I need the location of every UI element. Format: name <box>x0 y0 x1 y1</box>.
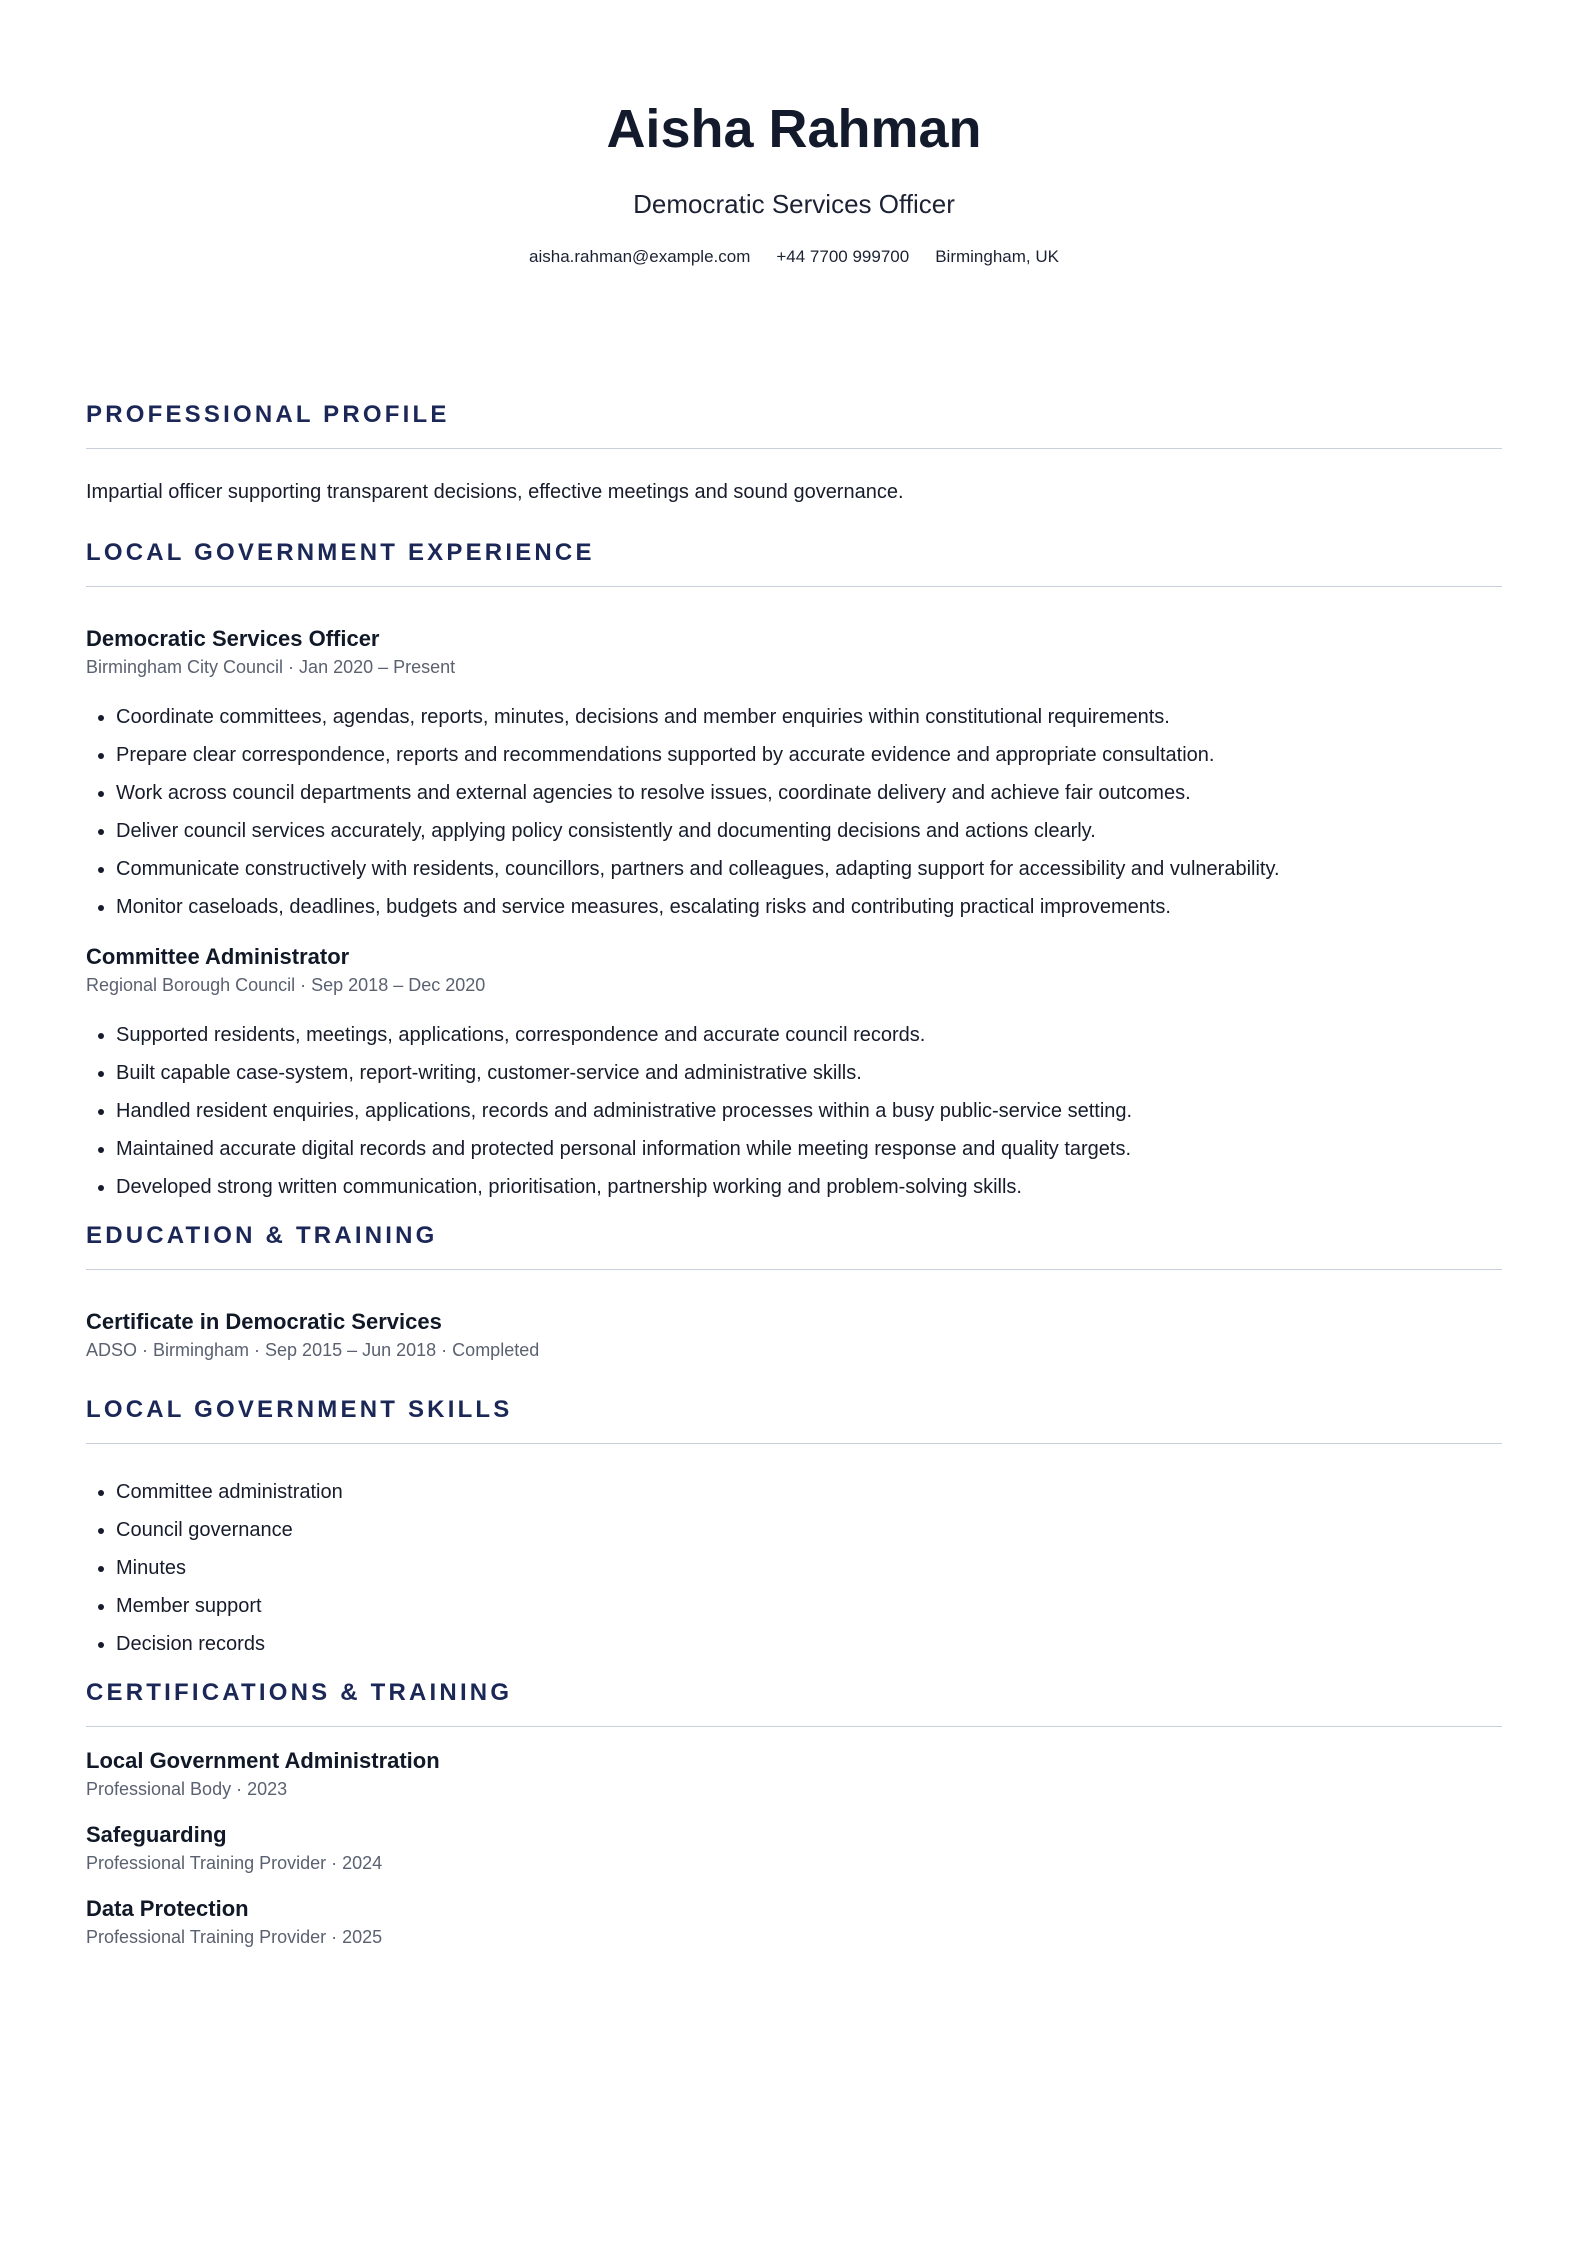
education-meta: ADSO · Birmingham · Sep 2015 – Jun 2018 · Completed <box>86 1340 540 1360</box>
list-item: • Monitor caseloads, deadlines, budgets and service measures, escalating risks and contributing practical improvements. <box>116 894 1502 920</box>
section-profile <box>86 400 1502 505</box>
profile-summary: Impartial officer supporting transparent decisions, effective meetings and sound governance. <box>86 481 904 503</box>
skills-list <box>86 1479 1502 1657</box>
job-meta: Regional Borough Council · Sep 2018 – Dec 2020 <box>86 975 486 995</box>
list-item: • Coordinate committees, agendas, reports, minutes, decisions and member enquiries within constitutional requirements. <box>116 704 1502 730</box>
section-title-certifications: CERTIFICATIONS & TRAINING <box>86 1678 1502 1727</box>
certification-title: Local Government Administration <box>86 1748 440 1773</box>
job-bullets <box>86 1022 1502 1200</box>
contact-email: aisha.rahman@example.com <box>529 247 751 266</box>
candidate-name: Aisha Rahman <box>606 99 982 159</box>
candidate-headline: Democratic Services Officer <box>633 189 955 219</box>
education-entry <box>86 1308 1502 1362</box>
section-title-profile: PROFESSIONAL PROFILE <box>86 400 1502 449</box>
education-title: Certificate in Democratic Services <box>86 1309 442 1334</box>
section-certifications <box>86 1678 1502 1949</box>
resume-header <box>86 0 1502 268</box>
certification-entry <box>86 1895 1502 1949</box>
list-item: • Prepare clear correspondence, reports and recommendations supported by accurate evidence and appropriate consultation. <box>116 742 1502 768</box>
list-item: • Built capable case-system, report-writing, customer-service and administrative skills. <box>116 1060 1502 1086</box>
list-item: • Deliver council services accurately, applying policy consistently and documenting decisions and actions clearly. <box>116 818 1502 844</box>
contact-location: Birmingham, UK <box>935 247 1059 266</box>
certification-entry <box>86 1821 1502 1875</box>
certification-title: Data Protection <box>86 1896 249 1921</box>
certification-entry <box>86 1747 1502 1801</box>
list-item: • Communicate constructively with residents, councillors, partners and colleagues, adapting support for accessibility and vulnerability. <box>116 856 1502 882</box>
list-item: • Council governance <box>116 1517 1502 1543</box>
job-entry <box>86 625 1502 920</box>
certification-meta: Professional Training Provider · 2024 <box>86 1853 383 1873</box>
job-title: Committee Administrator <box>86 944 350 969</box>
list-item: • Maintained accurate digital records and protected personal information while meeting response and quality targets. <box>116 1136 1502 1162</box>
list-item: • Developed strong written communication, prioritisation, partnership working and problem-solving skills. <box>116 1174 1502 1200</box>
section-title-experience: LOCAL GOVERNMENT EXPERIENCE <box>86 538 1502 587</box>
certification-title: Safeguarding <box>86 1822 227 1847</box>
section-experience <box>86 538 1502 1200</box>
list-item: • Committee administration <box>116 1479 1502 1505</box>
job-meta: Birmingham City Council · Jan 2020 – Present <box>86 657 456 677</box>
list-item: • Minutes <box>116 1555 1502 1581</box>
section-education <box>86 1221 1502 1362</box>
contact-phone: +44 7700 999700 <box>776 247 910 266</box>
section-title-skills: LOCAL GOVERNMENT SKILLS <box>86 1395 1502 1444</box>
list-item: • Handled resident enquiries, applications, records and administrative processes within a busy public-service setting. <box>116 1098 1502 1124</box>
section-skills <box>86 1395 1502 1657</box>
list-item: • Decision records <box>116 1631 1502 1657</box>
section-title-education: EDUCATION & TRAINING <box>86 1221 1502 1270</box>
job-title: Democratic Services Officer <box>86 626 380 651</box>
job-entry <box>86 943 1502 1200</box>
list-item: • Member support <box>116 1593 1502 1619</box>
list-item: • Supported residents, meetings, applications, correspondence and accurate council records. <box>116 1022 1502 1048</box>
certification-meta: Professional Training Provider · 2025 <box>86 1927 383 1947</box>
contact-line <box>86 246 1502 268</box>
list-item: • Work across council departments and external agencies to resolve issues, coordinate delivery and achieve fair outcomes. <box>116 780 1502 806</box>
job-bullets <box>86 704 1502 920</box>
certification-meta: Professional Body · 2023 <box>86 1779 288 1799</box>
